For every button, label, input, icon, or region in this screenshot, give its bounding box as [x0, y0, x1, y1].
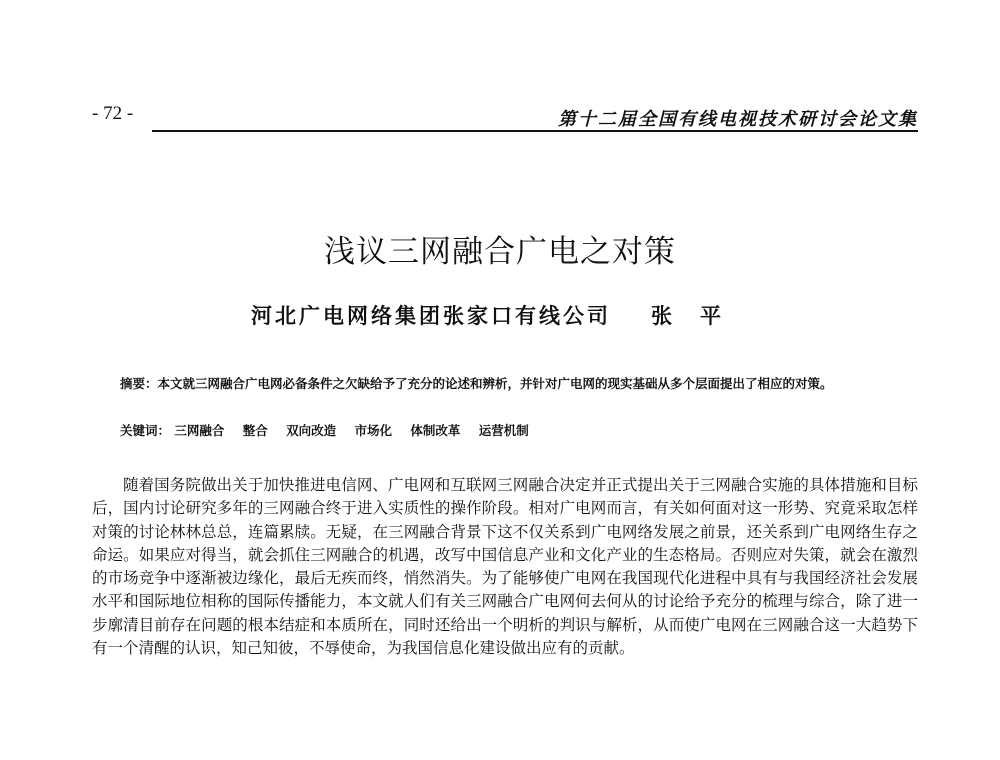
abstract — [92, 372, 918, 396]
keyword: 运营机制 — [478, 423, 529, 438]
author-line — [0, 300, 1000, 330]
keyword: 市场化 — [354, 423, 393, 438]
keywords-label: 关键词： — [120, 423, 171, 438]
running-header — [92, 103, 918, 131]
keyword: 整合 — [242, 423, 268, 438]
author-name: 张平 — [651, 303, 749, 328]
keyword: 体制改革 — [410, 423, 461, 438]
abstract-text: 本文就三网融合广电网必备条件之欠缺给予了充分的论述和辨析，并针对广电网的现实基础从多个层面提出了相应的对策。 — [157, 376, 833, 391]
abstract-label: 摘要： — [120, 376, 158, 391]
journal-title: 第十二届全国有线电视技术研讨会论文集 — [558, 109, 918, 130]
body-paragraph: 随着国务院做出关于加快推进电信网、广电网和互联网三网融合决定并正式提出关于三网融合实施的具体措施和目标后，国内讨论研究多年的三网融合终于进入实质性的操作阶段。相对广电网而言，有关如何面对这一形势、究竟采取怎样对策的讨论林林总总，连篇累牍。无疑，在三网融合背景下这不仅关系到广电网络发展之前景，还关系到广电网络生存之命运。如果应对得当，就会抓住三网融合的机遇，改写中国信息产业和文化产业的生态格局。否则应对失策，就会在激烈的市场竞争中逐渐被边缘化，最后无疾而终，悄然消失。为了能够使广电网在我国现代化进程中具有与我国经济社会发展水平和国际地位相称的国际传播能力，本文就人们有关三网融合广电网何去何从的讨论给予充分的梳理与综合，除了进一步廓清目前存在问题的根本结症和本质所在，同时还给出一个明析的判识与解析，从而使广电网在三网融合这一大趋势下有一个清醒的认识，知己知彼，不辱使命，为我国信息化建设做出应有的贡献。 — [92, 476, 918, 658]
affiliation: 河北广电网络集团张家口有线公司 — [251, 303, 611, 328]
article-title: 浅议三网融合广电之对策 — [324, 234, 676, 270]
keywords — [120, 421, 543, 439]
keyword: 双向改造 — [286, 423, 337, 438]
header-rule — [152, 130, 918, 132]
page-number: - 72 - — [92, 103, 134, 124]
keyword: 三网融合 — [174, 423, 225, 438]
